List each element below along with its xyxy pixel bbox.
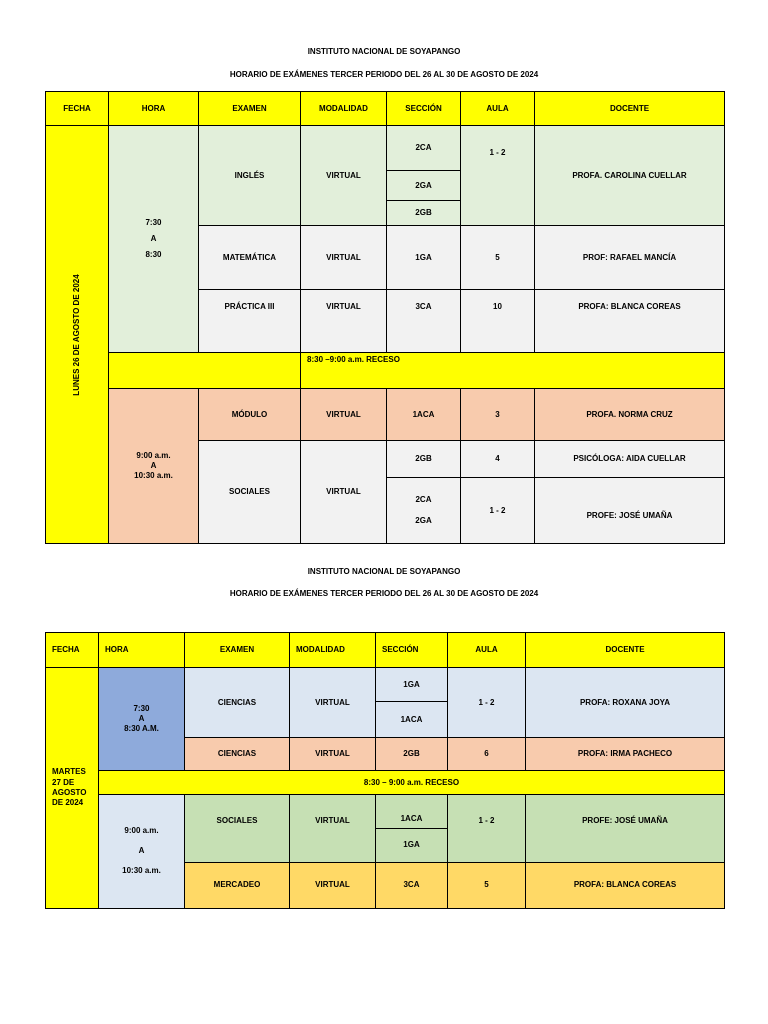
- room-cell: 3: [461, 389, 535, 441]
- date-line: 27 DE: [52, 777, 75, 787]
- room-cell: 1 - 2: [448, 794, 526, 862]
- section-cell: 2GB: [387, 201, 461, 226]
- time-start: 9:00 a.m.: [136, 451, 171, 460]
- exam-cell: CIENCIAS: [185, 738, 290, 771]
- time-end: 8:30: [145, 250, 162, 259]
- schedule-table-monday: [45, 91, 725, 544]
- section-line: 2CA: [415, 495, 432, 504]
- time-cell: [109, 389, 199, 544]
- teacher-cell: PSICÓLOGA: AIDA CUELLAR: [535, 441, 725, 478]
- room-cell: 1 - 2: [461, 126, 535, 226]
- section-cell: 2GB: [376, 738, 448, 771]
- header-modalidad: MODALIDAD: [290, 633, 376, 668]
- room-cell: 1 - 2: [448, 668, 526, 738]
- time-end: 10:30 a.m.: [134, 471, 173, 480]
- header-seccion: SECCIÓN: [387, 92, 461, 126]
- time-sep: A: [150, 461, 157, 470]
- section-cell: 2GB: [387, 441, 461, 478]
- mode-cell: VIRTUAL: [301, 290, 387, 353]
- recess-label: 8:30 –9:00 a.m. RECESO: [301, 353, 725, 389]
- header-examen: EXAMEN: [185, 633, 290, 668]
- exam-cell: SOCIALES: [185, 794, 290, 862]
- section-cell: 3CA: [387, 290, 461, 353]
- header-seccion: SECCIÓN: [376, 633, 448, 668]
- time-sep: A: [138, 714, 145, 724]
- date-line: AGOSTO: [52, 788, 87, 798]
- section-cell: 1GA: [376, 828, 448, 862]
- mode-cell: VIRTUAL: [301, 226, 387, 290]
- room-cell: 5: [461, 226, 535, 290]
- mode-cell: VIRTUAL: [301, 126, 387, 226]
- room-cell: 6: [448, 738, 526, 771]
- table-row: [46, 668, 725, 702]
- section-cell: 1GA: [376, 668, 448, 702]
- schedule-table-tuesday: [45, 632, 725, 909]
- mode-cell: VIRTUAL: [290, 862, 376, 908]
- recess-row: [46, 771, 725, 794]
- teacher-cell: PROFA: ROXANA JOYA: [526, 668, 725, 738]
- time-start: 7:30: [145, 218, 162, 227]
- header-aula: AULA: [461, 92, 535, 126]
- table-row: [46, 794, 725, 828]
- schedule-title-2: HORARIO DE EXÁMENES TERCER PERIODO DEL 26 AL 30 DE AGOSTO DE 2024: [229, 589, 539, 598]
- time-end: 10:30 a.m.: [122, 866, 161, 876]
- header-fecha: FECHA: [46, 92, 109, 126]
- teacher-cell: PROFE: JOSÉ UMAÑA: [526, 794, 725, 862]
- exam-cell: MÓDULO: [199, 389, 301, 441]
- header-aula: AULA: [448, 633, 526, 668]
- mode-cell: VIRTUAL: [301, 389, 387, 441]
- room-cell: 4: [461, 441, 535, 478]
- exam-cell: MATEMÁTICA: [199, 226, 301, 290]
- teacher-cell: PROFA: IRMA PACHECO: [526, 738, 725, 771]
- section-cell: 2CA: [387, 126, 461, 171]
- exam-cell: MERCADEO: [185, 862, 290, 908]
- exam-label: PRÁCTICA III: [224, 302, 275, 311]
- section-cell: 1ACA: [376, 794, 448, 828]
- section-cell: 2GA: [387, 171, 461, 201]
- room-cell: 5: [448, 862, 526, 908]
- teacher-cell: PROFA. NORMA CRUZ: [535, 389, 725, 441]
- mode-cell: VIRTUAL: [290, 668, 376, 738]
- time-end: 8:30 A.M.: [124, 724, 159, 734]
- date-cell: [46, 126, 109, 544]
- header-docente: DOCENTE: [526, 633, 725, 668]
- exam-cell: INGLÉS: [199, 126, 301, 226]
- mode-cell: VIRTUAL: [301, 441, 387, 544]
- mode-cell: VIRTUAL: [290, 738, 376, 771]
- teacher-cell: PROFA: BLANCA COREAS: [535, 290, 725, 353]
- section-cell: 1GA: [387, 226, 461, 290]
- recess-label: 8:30 – 9:00 a.m. RECESO: [99, 771, 725, 794]
- room-cell: 1 - 2: [461, 478, 535, 544]
- teacher-cell: PROFA: BLANCA COREAS: [526, 862, 725, 908]
- header-hora: HORA: [99, 633, 185, 668]
- exam-cell: SOCIALES: [199, 441, 301, 544]
- section-line: 2GA: [415, 516, 432, 525]
- exam-cell: CIENCIAS: [185, 668, 290, 738]
- recess-row: [46, 353, 725, 389]
- date-cell: [46, 668, 99, 909]
- recess-blank: [109, 353, 301, 389]
- header-docente: DOCENTE: [535, 92, 725, 126]
- school-title-1: INSTITUTO NACIONAL DE SOYAPANGO: [307, 47, 461, 56]
- header-row: [46, 92, 725, 126]
- time-sep: A: [138, 846, 145, 856]
- date-line: MARTES: [52, 767, 86, 777]
- time-sep: A: [150, 234, 157, 243]
- header-row: [46, 633, 725, 668]
- section-cell: 1ACA: [387, 389, 461, 441]
- section-cell: 1ACA: [376, 702, 448, 738]
- header-modalidad: MODALIDAD: [301, 92, 387, 126]
- date-line: DE 2024: [52, 798, 84, 808]
- header-hora: HORA: [109, 92, 199, 126]
- section-cell: [387, 478, 461, 544]
- date-label: LUNES 26 DE AGOSTO DE 2024: [72, 273, 81, 396]
- table-row: [46, 389, 725, 441]
- section-cell: 3CA: [376, 862, 448, 908]
- schedule-title-1: HORARIO DE EXÁMENES TERCER PERIODO DEL 26 AL 30 DE AGOSTO DE 2024: [229, 70, 539, 79]
- time-cell: [109, 126, 199, 353]
- table-row: [46, 126, 725, 171]
- teacher-cell: PROFA. CAROLINA CUELLAR: [535, 126, 725, 226]
- time-start: 9:00 a.m.: [124, 826, 159, 836]
- teacher-cell: PROF: RAFAEL MANCÍA: [535, 226, 725, 290]
- exam-cell: [199, 290, 301, 353]
- mode-cell: VIRTUAL: [290, 794, 376, 862]
- school-title-2: INSTITUTO NACIONAL DE SOYAPANGO: [307, 567, 461, 576]
- time-start: 7:30: [133, 704, 150, 714]
- header-fecha: FECHA: [46, 633, 99, 668]
- room-cell: 10: [461, 290, 535, 353]
- header-examen: EXAMEN: [199, 92, 301, 126]
- time-cell: [99, 794, 185, 908]
- time-cell: [99, 668, 185, 771]
- teacher-cell: PROFE: JOSÉ UMAÑA: [535, 478, 725, 544]
